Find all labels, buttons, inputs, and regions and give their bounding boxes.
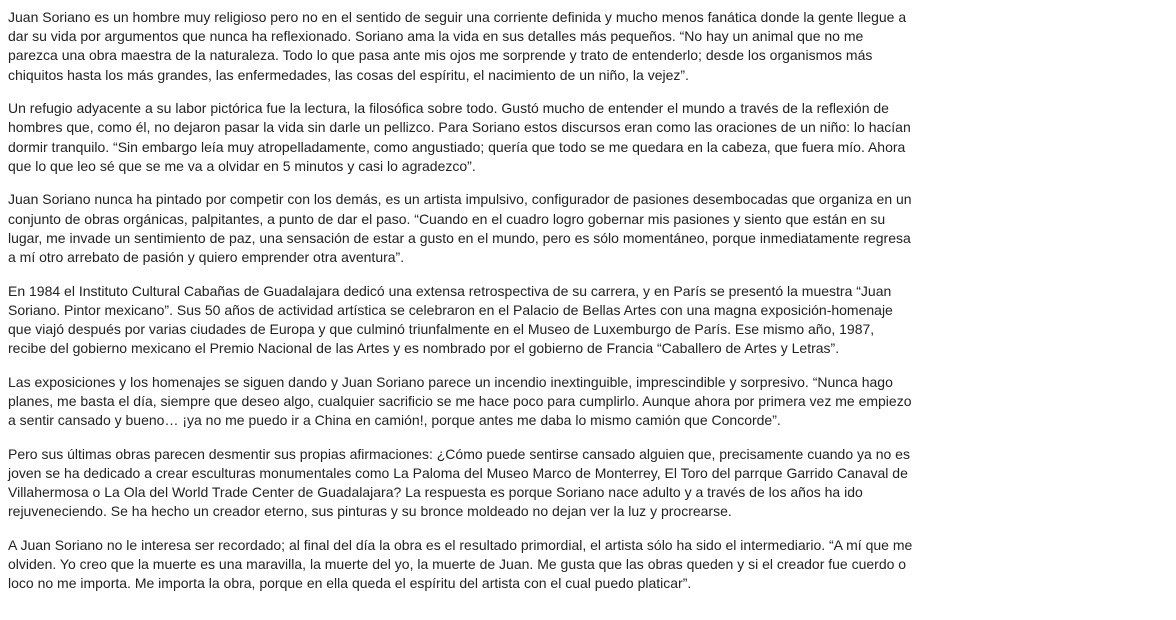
paragraph-retrospective: En 1984 el Instituto Cultural Cabañas de Guadalajara dedicó una extensa retrospectiva de su carrera, y en París se presentó la muestra “Juan Soriano. Pintor mexicano”. Sus 50 años de actividad artística se celebraron en el Palacio de Bellas Artes con una magna exposición-homenaje que viajó después por varias ciudades de Europa y que culminó triunfalmente en el Museo de Luxemburgo de París. Ese mismo año, 1987, recibe del gobierno mexicano el Premio Nacional de las Artes y es nombrado por el gobierno de Francia “Caballero de Artes y Letras”. — [8, 282, 893, 357]
paragraph-sculptures: Pero sus últimas obras parecen desmentir sus propias afirmaciones: ¿Cómo puede sentirse cansado alguien que, precisamente cuando ya no es joven se ha dedicado a crear esculturas monumentales como La Paloma del Museo Marco de Monterrey, El Toro del parrque Garrido Canaval de Villahermosa o La Ola del World Trade Center de Guadalajara? La respuesta es porque Soriano nace adulto y a través de los años ha ido rejuveneciendo. Se ha hecho un creador eterno, sus pinturas y su bronce moldeado no dejan ver la luz y procrearse. — [8, 445, 910, 520]
article-body — [8, 8, 914, 608]
paragraph-passions: Juan Soriano nunca ha pintado por competir con los demás, es un artista impulsivo, configurador de pasiones desembocadas que organiza en un conjunto de obras orgánicas, palpitantes, a punto de dar el paso. “Cuando en el cuadro logro gobernar mis pasiones y siento que están en su lugar, me invade un sentimiento de paz, una sensación de estar a gusto en el mundo, pero es sólo momentáneo, porque inmediatamente regresa a mí otro arrebato de pasión y quiero emprender otra aventura”. — [8, 191, 912, 266]
paragraph-exhibitions: Las exposiciones y los homenajes se siguen dando y Juan Soriano parece un incendio inextinguible, imprescindible y sorpresivo. “Nunca hago planes, me basta el día, siempre que deseo algo, cualquier sacrificio se me hace poco para cumplirlo. Aunque ahora por primera vez me empiezo a sentir cansado y bueno… ¡ya no me puedo ir a China en camión!, porque antes me daba lo mismo camión que Concorde”. — [8, 373, 912, 429]
paragraph-legacy: A Juan Soriano no le interesa ser recordado; al final del día la obra es el resultado primordial, el artista sólo ha sido el intermediario. “A mí que me olviden. Yo creo que la muerte es una maravilla, la muerte del yo, la muerte de Juan. Me gusta que las obras queden y si el creador fue cuerdo o loco no me importa. Me importa la obra, porque en ella queda el espíritu del artista con el cual puedo platicar”. — [8, 537, 913, 592]
paragraph-religion: Juan Soriano es un hombre muy religioso pero no en el sentido de seguir una corriente definida y mucho menos fanática donde la gente llegue a dar su vida por argumentos que nunca ha reflexionado. Soriano ama la vida en sus detalles más pequeños. “No hay un animal que no me parezca una obra maestra de la naturaleza. Todo lo que pasa ante mis ojos me sorprende y trato de entenderlo; desde los organismos más chiquitos hasta los más grandes, las enfermedades, las cosas del espíritu, el nacimiento de un niño, la vejez”. — [8, 9, 907, 83]
paragraph-reading: Un refugio adyacente a su labor pictórica fue la lectura, la filosófica sobre todo. Gustó mucho de entender el mundo a través de la reflexión de hombres que, como él, no dejaron pasar la vida sin darle un pellizco. Para Soriano estos discursos eran como las oraciones de un niño: lo hacían dormir tranquilo. “Sin embargo leía muy atropelladamente, como angustiado; quería que todo se me quedara en la cabeza, que fuera mío. Ahora que lo que leo sé que se me va a olvidar en 5 minutos y casi lo agradezco”. — [8, 100, 911, 174]
